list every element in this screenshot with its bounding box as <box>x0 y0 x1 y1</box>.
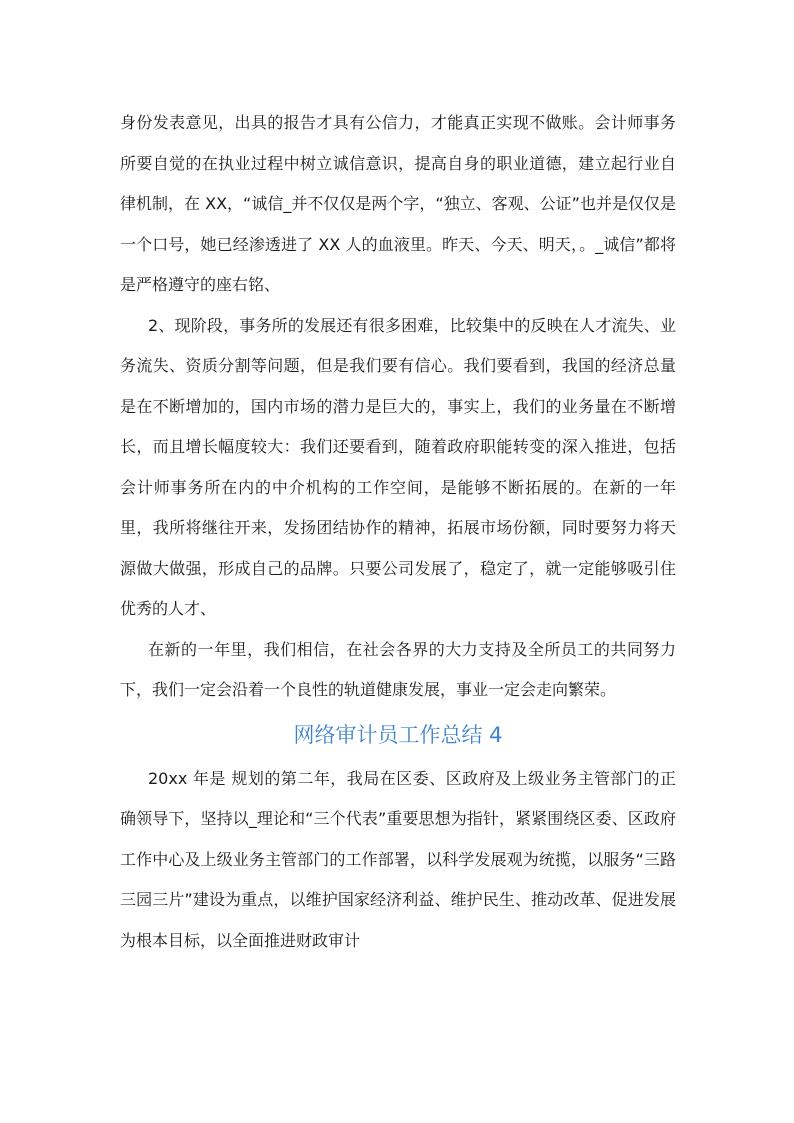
paragraph-audit-summary: 20xx 年是 规划的第二年，我局在区委、区政府及上级业务主管部门的正确领导下，坚持以_理论和“三个代表”重要思想为指针，紧紧围绕区委、区政府工作中心及上级业务主管部门的工作部署，以科学发展观为统揽，以服务“三路三园三片”建设为重点，以维护国家经济利益、维护民生、推动改革、促进发展为根本目标，以全面推进财政审计 <box>120 768 676 950</box>
document-body <box>120 103 676 961</box>
paragraph-integrity: 身份发表意见，出具的报告才具有公信力，才能真正实现不做账。会计师事务所要自觉的在执业过程中树立诚信意识，提高自身的职业道德，建立起行业自律机制，在 XX，“诚信_并不仅仅是两个字，“独立、客观、公证”也并是仅仅是一个口号，她已经渗透进了 XX 人的血液里。昨天、今天、明天，。_诚信”都将是严格遵守的座右铭、 <box>120 113 676 294</box>
paragraph-current-stage: 2、现阶段，事务所的发展还有很多困难，比较集中的反映在人才流失、业务流失、资质分割等问题，但是我们要有信心。我们要看到，我国的经济总量是在不断增加的，国内市场的潜力是巨大的，事实上，我们的业务量在不断增长，而且增长幅度较大：我们还要看到，随着政府职能转变的深入推进，包括会计师事务所在内的中介机构的工作空间，是能够不断拓展的。在新的一年里，我所将继往开来，发扬团结协作的精神，拓展市场份额，同时要努力将天源做大做强，形成自己的品牌。只要公司发展了，稳定了，就一定能够吸引住优秀的人才、 <box>120 315 676 618</box>
section-heading: 网络审计员工作总结 4 <box>293 722 503 747</box>
paragraph-new-year: 在新的一年里，我们相信，在社会各界的大力支持及全所员工的共同努力下，我们一定会沿着一个良性的轨道健康发展，事业一定会走向繁荣。 <box>120 639 676 699</box>
